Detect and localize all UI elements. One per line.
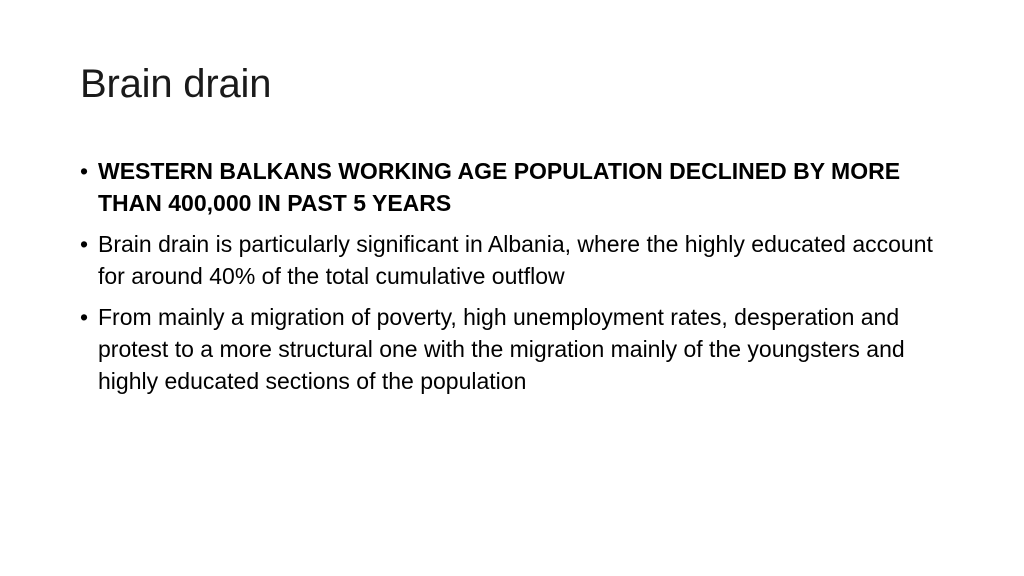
bullet-text: WESTERN BALKANS WORKING AGE POPULATION DECLINED BY MORE THAN 400,000 IN PAST 5 YEARS bbox=[98, 158, 901, 216]
bullet-text: From mainly a migration of poverty, high unemployment rates, desperation and protest to a more structural one with the migration mainly of the youngsters and highly educated sections of the population bbox=[98, 304, 905, 394]
bullet-item bbox=[80, 301, 944, 397]
bullet-marker: • bbox=[80, 231, 89, 257]
bullet-item bbox=[80, 155, 944, 219]
bullet-marker: • bbox=[80, 158, 89, 184]
bullet-marker: • bbox=[80, 304, 89, 330]
bullet-item bbox=[80, 228, 944, 292]
bullet-text: Brain drain is particularly significant in Albania, where the highly educated account for around 40% of the total cumulative outflow bbox=[98, 231, 933, 289]
bullet-list bbox=[80, 155, 944, 406]
slide-title: Brain drain bbox=[80, 62, 272, 106]
